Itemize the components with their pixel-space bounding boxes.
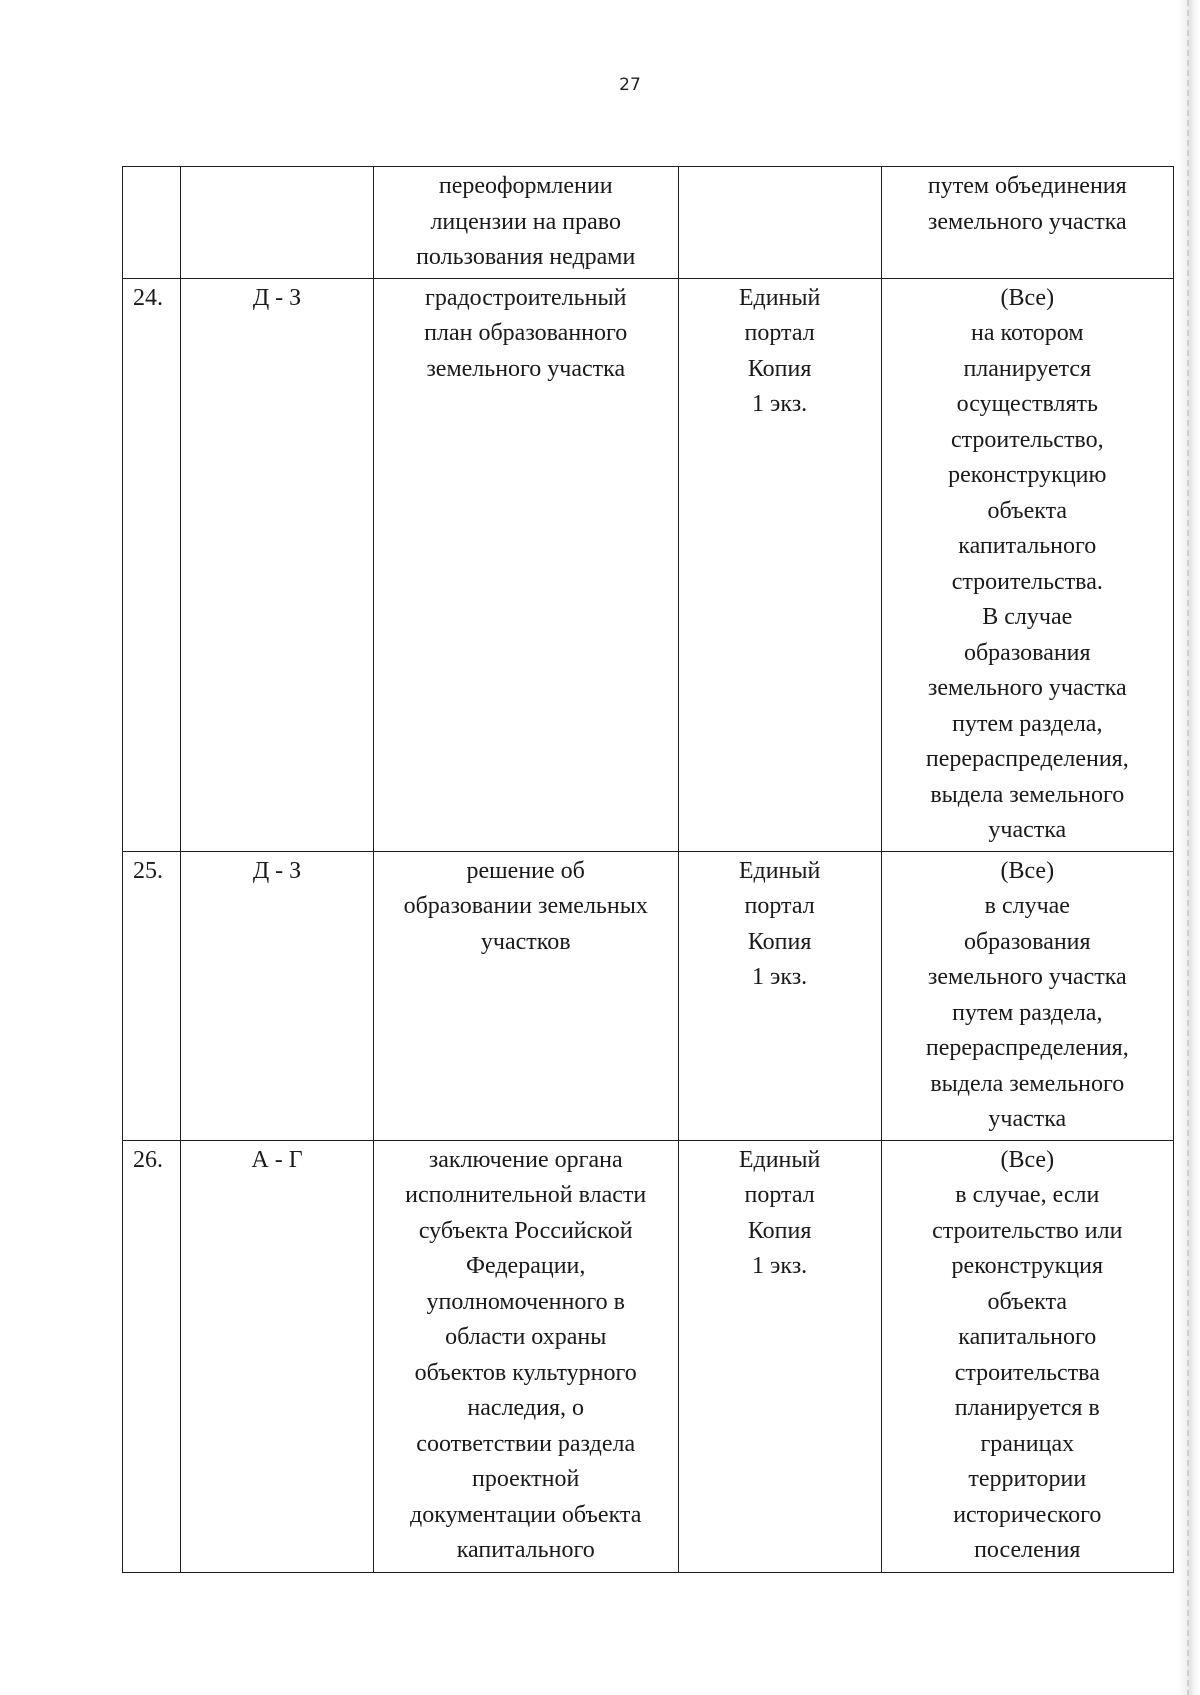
- cell-text-line: переоформлении: [438, 173, 613, 199]
- cell-text-line: субъекта Российской: [418, 1217, 633, 1244]
- cell-text-line: (Все): [1000, 284, 1055, 311]
- cell-text-line: перераспределения,: [925, 1035, 1129, 1061]
- cell-text-line: участка: [988, 817, 1067, 843]
- cell-text-line: земельного участка: [927, 675, 1127, 701]
- cell-text-line: Копия: [747, 928, 812, 955]
- cell-text-line: наследия, о: [467, 1395, 584, 1421]
- cell-text-line: планируется в: [954, 1395, 1100, 1421]
- cell-text-line: (Все): [1000, 1146, 1055, 1173]
- table-row: [123, 278, 1174, 851]
- cell-text-line: документации объекта: [410, 1501, 642, 1528]
- row-number-cell: 24.: [123, 278, 181, 851]
- document-name-cell: [373, 1140, 678, 1572]
- cell-text-line: осуществлять: [956, 391, 1098, 417]
- cell-text-line: образовании земельных: [403, 893, 648, 919]
- cell-text-line: планируется: [963, 355, 1092, 382]
- row-code-cell: Д - З: [181, 851, 374, 1140]
- cell-text-line: объекта: [987, 1288, 1067, 1315]
- document-form-cell: [678, 167, 881, 279]
- document-name-cell: [373, 278, 678, 851]
- cell-text-line: 1 экз.: [752, 391, 808, 417]
- cell-text-line: образования: [963, 639, 1091, 666]
- cell-text-line: Единый: [738, 857, 821, 884]
- cell-text-line: портал: [744, 1182, 815, 1208]
- cell-text-line: реконструкцию: [948, 462, 1107, 488]
- cell-text-line: Копия: [747, 355, 812, 382]
- cell-text-line: границах: [980, 1430, 1075, 1457]
- cell-text-line: В случае: [982, 604, 1073, 630]
- document-form-cell: [678, 851, 881, 1140]
- row-code-cell: Д - З: [181, 278, 374, 851]
- cell-text-line: участков: [480, 928, 571, 955]
- condition-cell: [881, 851, 1173, 1140]
- row-code-cell: А - Г: [181, 1140, 374, 1572]
- cell-text-line: реконструкция: [951, 1253, 1103, 1279]
- table-row: [123, 167, 1174, 279]
- cell-text-line: соответствии раздела: [416, 1430, 636, 1457]
- cell-text-line: на котором: [971, 320, 1084, 346]
- cell-text-line: объекта: [987, 497, 1067, 524]
- cell-text-line: исторического: [953, 1501, 1102, 1528]
- cell-text-line: перераспределения,: [925, 746, 1129, 772]
- document-name-cell: [373, 851, 678, 1140]
- cell-text-line: капитального: [958, 533, 1097, 559]
- cell-text-line: 1 экз.: [752, 964, 808, 990]
- table-row: [123, 851, 1174, 1140]
- cell-text-line: поселения: [974, 1537, 1081, 1563]
- cell-text-line: заключение органа: [428, 1146, 623, 1173]
- cell-text-line: проектной: [472, 1466, 580, 1492]
- condition-cell: [881, 167, 1173, 279]
- cell-text-line: лицензии на право: [430, 208, 621, 235]
- documents-table: [122, 166, 1174, 1573]
- cell-text-line: путем раздела,: [952, 710, 1103, 737]
- cell-text-line: строительство,: [950, 426, 1104, 453]
- cell-text-line: капитального: [958, 1324, 1097, 1350]
- row-number-cell: 26.: [123, 1140, 181, 1572]
- document-name-cell: [373, 167, 678, 279]
- cell-text-line: Единый: [738, 284, 821, 311]
- scan-edge-shadow: [1178, 0, 1200, 1695]
- page-number: 27: [619, 75, 641, 95]
- condition-cell: [881, 1140, 1173, 1572]
- condition-cell: [881, 278, 1173, 851]
- cell-text-line: земельного участка: [927, 208, 1127, 235]
- cell-text-line: земельного участка: [927, 964, 1127, 990]
- cell-text-line: портал: [744, 320, 815, 346]
- cell-text-line: путем раздела,: [952, 999, 1103, 1026]
- cell-text-line: земельного участка: [426, 355, 626, 382]
- cell-text-line: выдела земельного: [930, 781, 1125, 808]
- cell-text-line: 1 экз.: [752, 1253, 808, 1279]
- cell-text-line: в случае, если: [955, 1182, 1100, 1208]
- row-code-cell: [181, 167, 374, 279]
- cell-text-line: территории: [968, 1466, 1087, 1492]
- cell-text-line: строительства.: [951, 568, 1103, 595]
- cell-text-line: Единый: [738, 1146, 821, 1173]
- cell-text-line: капитального: [456, 1537, 595, 1563]
- row-number-cell: 25.: [123, 851, 181, 1140]
- table-row: [123, 1140, 1174, 1572]
- document-form-cell: [678, 1140, 881, 1572]
- cell-text-line: градостроительный: [424, 284, 627, 311]
- document-form-cell: [678, 278, 881, 851]
- cell-text-line: образования: [963, 928, 1091, 955]
- cell-text-line: участка: [988, 1106, 1067, 1132]
- row-number-cell: [123, 167, 181, 279]
- cell-text-line: строительства: [954, 1359, 1100, 1386]
- cell-text-line: объектов культурного: [414, 1359, 637, 1386]
- cell-text-line: уполномоченного в: [426, 1288, 625, 1315]
- cell-text-line: области охраны: [445, 1324, 607, 1350]
- cell-text-line: (Все): [1000, 857, 1055, 884]
- cell-text-line: исполнительной власти: [405, 1182, 647, 1208]
- cell-text-line: Копия: [747, 1217, 812, 1244]
- cell-text-line: путем объединения: [927, 173, 1127, 199]
- cell-text-line: пользования недрами: [416, 244, 636, 270]
- table-body: [123, 167, 1174, 1573]
- cell-text-line: решение об: [466, 857, 585, 884]
- cell-text-line: портал: [744, 893, 815, 919]
- cell-text-line: план образованного: [424, 320, 628, 346]
- cell-text-line: Федерации,: [466, 1253, 586, 1279]
- cell-text-line: в случае: [984, 893, 1070, 919]
- cell-text-line: выдела земельного: [930, 1070, 1125, 1097]
- cell-text-line: строительство или: [932, 1217, 1123, 1244]
